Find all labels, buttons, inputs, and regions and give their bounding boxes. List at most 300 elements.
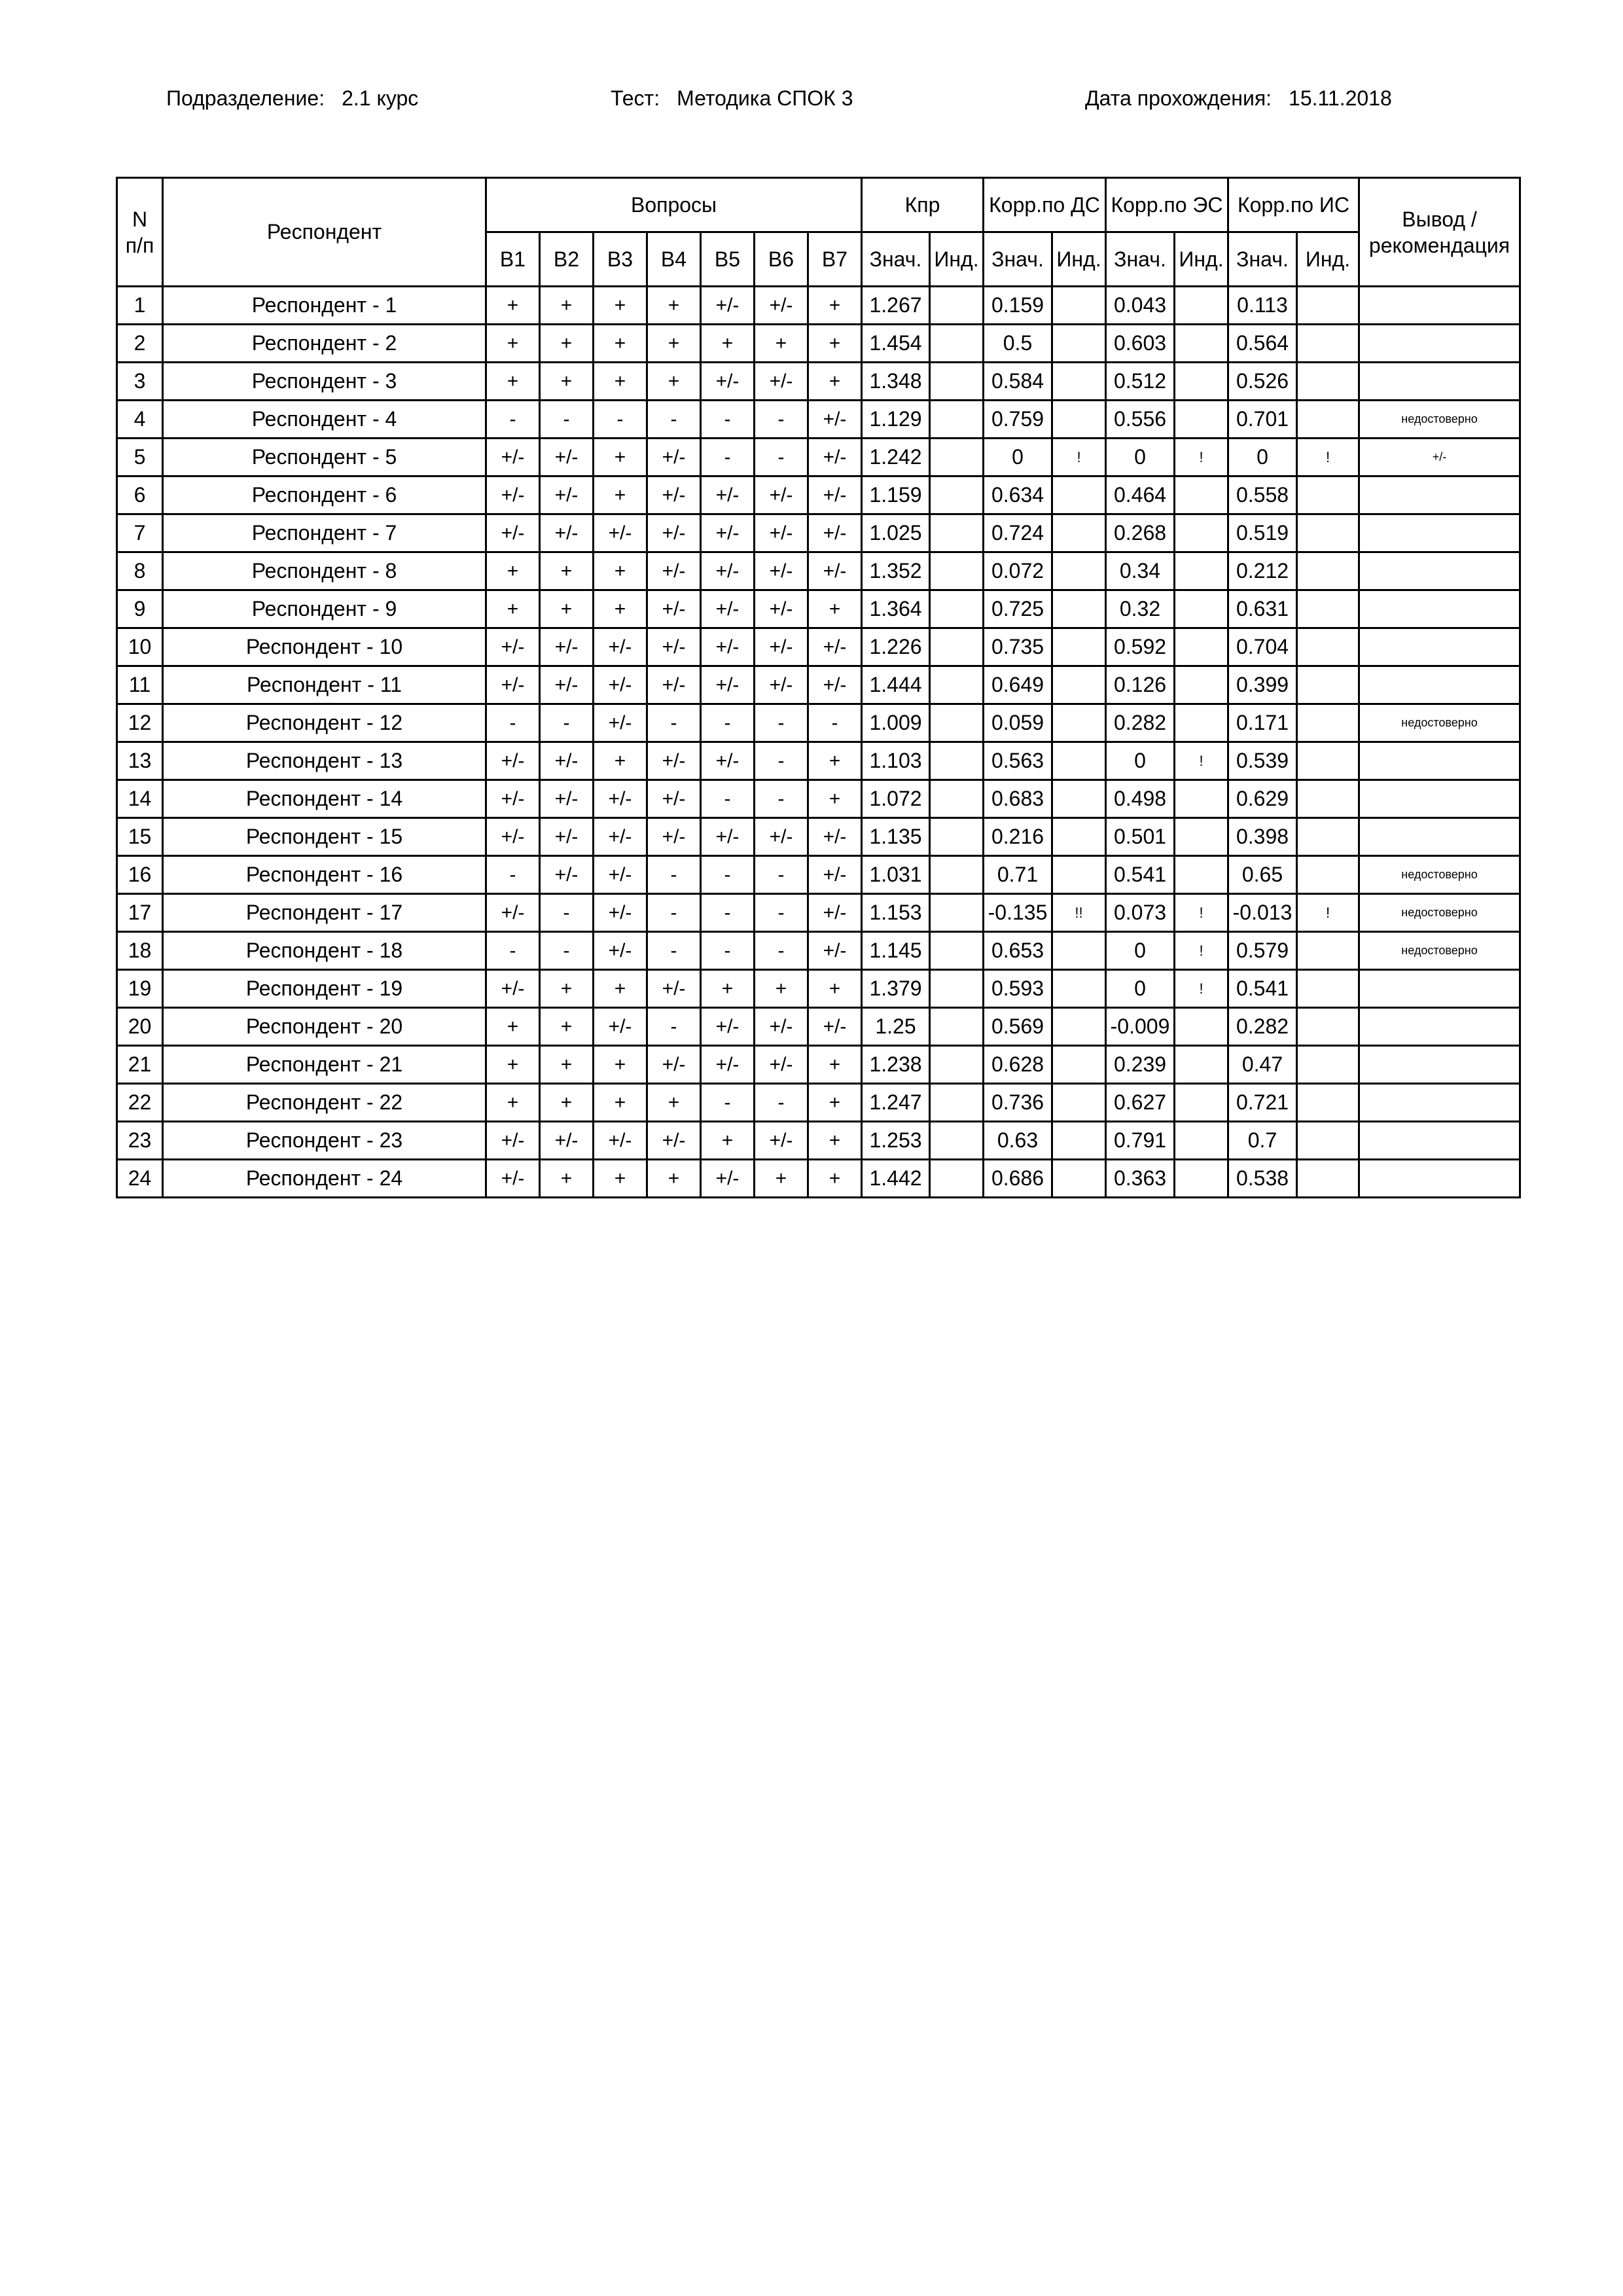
cell-answer: +/- <box>808 401 862 439</box>
cell-es-value: 0 <box>1106 932 1175 970</box>
cell-answer: +/- <box>808 476 862 514</box>
cell-ds-index <box>1052 1084 1106 1122</box>
cell-answer: +/- <box>594 628 647 666</box>
cell-respondent: Респондент - 9 <box>163 590 486 628</box>
cell-ds-value: 0.628 <box>984 1046 1052 1084</box>
cell-kpr-index <box>930 1160 984 1198</box>
cell-respondent: Респондент - 22 <box>163 1084 486 1122</box>
cell-es-index <box>1175 401 1228 439</box>
cell-respondent: Респондент - 2 <box>163 325 486 363</box>
cell-is-index <box>1297 1008 1359 1046</box>
cell-answer: + <box>647 287 701 325</box>
cell-ds-value: 0.735 <box>984 628 1052 666</box>
cell-number: 18 <box>117 932 163 970</box>
cell-ds-index <box>1052 476 1106 514</box>
cell-es-value: 0.043 <box>1106 287 1175 325</box>
cell-answer: - <box>647 1008 701 1046</box>
cell-is-index <box>1297 1122 1359 1160</box>
cell-respondent: Респондент - 11 <box>163 666 486 704</box>
cell-es-index <box>1175 590 1228 628</box>
cell-answer: + <box>594 1160 647 1198</box>
cell-ds-index <box>1052 401 1106 439</box>
table-row <box>117 742 1520 780</box>
date-value: 15.11.2018 <box>1289 86 1392 110</box>
cell-ds-value: 0.653 <box>984 932 1052 970</box>
cell-respondent: Респондент - 17 <box>163 894 486 932</box>
cell-answer: +/- <box>647 1046 701 1084</box>
cell-conclusion <box>1359 476 1520 514</box>
cell-answer: + <box>486 590 540 628</box>
cell-ds-value: -0.135 <box>984 894 1052 932</box>
cell-answer: +/- <box>540 856 594 894</box>
cell-answer: + <box>755 970 808 1008</box>
question-header: В5 <box>701 232 755 287</box>
cell-answer: +/- <box>594 894 647 932</box>
cell-ds-value: 0.634 <box>984 476 1052 514</box>
cell-ds-index <box>1052 932 1106 970</box>
cell-respondent: Респондент - 7 <box>163 514 486 552</box>
cell-answer: +/- <box>755 1122 808 1160</box>
cell-es-value: 0.239 <box>1106 1046 1175 1084</box>
cell-answer: - <box>701 894 755 932</box>
cell-answer: +/- <box>540 666 594 704</box>
cell-answer: +/- <box>808 1008 862 1046</box>
cell-answer: +/- <box>701 514 755 552</box>
date-info <box>1085 86 1392 111</box>
cell-answer: - <box>755 401 808 439</box>
cell-is-value: 0.282 <box>1228 1008 1297 1046</box>
cell-kpr-value: 1.031 <box>862 856 930 894</box>
cell-answer: + <box>594 476 647 514</box>
cell-answer: +/- <box>647 590 701 628</box>
cell-is-index <box>1297 1046 1359 1084</box>
cell-ds-index <box>1052 856 1106 894</box>
cell-is-value: 0.398 <box>1228 818 1297 856</box>
cell-answer: - <box>701 932 755 970</box>
cell-respondent: Респондент - 12 <box>163 704 486 742</box>
cell-is-index <box>1297 590 1359 628</box>
table-row <box>117 439 1520 476</box>
cell-answer: +/- <box>486 666 540 704</box>
cell-answer: - <box>540 932 594 970</box>
division-value: 2.1 курс <box>342 86 419 110</box>
cell-ds-index <box>1052 666 1106 704</box>
cell-conclusion <box>1359 666 1520 704</box>
cell-es-index <box>1175 1046 1228 1084</box>
cell-kpr-value: 1.379 <box>862 970 930 1008</box>
cell-es-index: ! <box>1175 439 1228 476</box>
cell-is-index <box>1297 363 1359 401</box>
cell-ds-value: 0.563 <box>984 742 1052 780</box>
table-row <box>117 1084 1520 1122</box>
cell-conclusion: +/- <box>1359 439 1520 476</box>
cell-respondent: Респондент - 19 <box>163 970 486 1008</box>
col-conclusion-header <box>1359 178 1520 287</box>
cell-answer: + <box>540 287 594 325</box>
cell-answer: +/- <box>647 552 701 590</box>
table-row <box>117 894 1520 932</box>
cell-answer: - <box>808 704 862 742</box>
cell-ds-index <box>1052 742 1106 780</box>
cell-ds-value: 0 <box>984 439 1052 476</box>
cell-is-value: 0.558 <box>1228 476 1297 514</box>
cell-kpr-index <box>930 704 984 742</box>
cell-is-index <box>1297 325 1359 363</box>
cell-answer: +/- <box>647 439 701 476</box>
cell-answer: +/- <box>808 894 862 932</box>
cell-number: 13 <box>117 742 163 780</box>
cell-answer: +/- <box>594 1008 647 1046</box>
col-conclusion-line2: рекомендация <box>1368 233 1510 257</box>
cell-es-index <box>1175 287 1228 325</box>
cell-kpr-value: 1.103 <box>862 742 930 780</box>
cell-is-index <box>1297 628 1359 666</box>
cell-answer: + <box>808 1046 862 1084</box>
cell-ds-value: 0.63 <box>984 1122 1052 1160</box>
cell-kpr-index <box>930 476 984 514</box>
cell-es-value: 0 <box>1106 970 1175 1008</box>
cell-answer: +/- <box>486 1160 540 1198</box>
cell-conclusion <box>1359 552 1520 590</box>
cell-kpr-index <box>930 439 984 476</box>
cell-kpr-index <box>930 628 984 666</box>
cell-answer: + <box>647 325 701 363</box>
cell-is-value: 0.629 <box>1228 780 1297 818</box>
cell-ds-value: 0.159 <box>984 287 1052 325</box>
cell-answer: - <box>755 856 808 894</box>
cell-number: 20 <box>117 1008 163 1046</box>
cell-ds-value: 0.593 <box>984 970 1052 1008</box>
cell-kpr-index <box>930 363 984 401</box>
cell-kpr-index <box>930 742 984 780</box>
cell-answer: +/- <box>808 666 862 704</box>
cell-answer: - <box>755 742 808 780</box>
cell-respondent: Респондент - 15 <box>163 818 486 856</box>
cell-conclusion <box>1359 1008 1520 1046</box>
cell-answer: - <box>701 401 755 439</box>
cell-is-value: 0 <box>1228 439 1297 476</box>
cell-respondent: Респондент - 18 <box>163 932 486 970</box>
cell-ds-value: 0.059 <box>984 704 1052 742</box>
cell-is-value: 0.65 <box>1228 856 1297 894</box>
cell-answer: + <box>594 325 647 363</box>
cell-is-value: 0.579 <box>1228 932 1297 970</box>
is-value-header: Знач. <box>1228 232 1297 287</box>
cell-answer: - <box>647 401 701 439</box>
cell-answer: + <box>647 363 701 401</box>
cell-kpr-index <box>930 1046 984 1084</box>
cell-ds-value: 0.686 <box>984 1160 1052 1198</box>
cell-answer: +/- <box>701 1046 755 1084</box>
cell-kpr-value: 1.25 <box>862 1008 930 1046</box>
cell-answer: +/- <box>540 628 594 666</box>
cell-number: 11 <box>117 666 163 704</box>
table-row <box>117 818 1520 856</box>
cell-answer: - <box>647 932 701 970</box>
table-row <box>117 1122 1520 1160</box>
cell-is-value: 0.539 <box>1228 742 1297 780</box>
question-header: В4 <box>647 232 701 287</box>
cell-answer: +/- <box>594 704 647 742</box>
cell-answer: +/- <box>647 742 701 780</box>
cell-answer: - <box>701 1084 755 1122</box>
cell-ds-index <box>1052 628 1106 666</box>
cell-es-value: 0.34 <box>1106 552 1175 590</box>
cell-answer: +/- <box>808 514 862 552</box>
cell-kpr-value: 1.153 <box>862 894 930 932</box>
cell-answer: +/- <box>594 1122 647 1160</box>
division-label: Подразделение: <box>166 86 325 110</box>
cell-ds-value: 0.759 <box>984 401 1052 439</box>
cell-es-value: 0.32 <box>1106 590 1175 628</box>
cell-answer: - <box>701 439 755 476</box>
cell-answer: + <box>647 1160 701 1198</box>
cell-answer: + <box>540 1160 594 1198</box>
cell-answer: +/- <box>540 1122 594 1160</box>
cell-answer: + <box>808 287 862 325</box>
cell-es-value: 0.073 <box>1106 894 1175 932</box>
cell-answer: + <box>808 590 862 628</box>
cell-conclusion <box>1359 590 1520 628</box>
cell-answer: +/- <box>594 514 647 552</box>
question-header: В6 <box>755 232 808 287</box>
cell-answer: - <box>540 704 594 742</box>
cell-answer: +/- <box>486 1122 540 1160</box>
cell-kpr-index <box>930 818 984 856</box>
cell-answer: +/- <box>647 628 701 666</box>
cell-respondent: Респондент - 20 <box>163 1008 486 1046</box>
cell-conclusion <box>1359 514 1520 552</box>
cell-answer: +/- <box>755 552 808 590</box>
cell-conclusion <box>1359 1084 1520 1122</box>
cell-conclusion <box>1359 363 1520 401</box>
cell-answer: + <box>540 325 594 363</box>
cell-es-index <box>1175 780 1228 818</box>
cell-answer: +/- <box>701 476 755 514</box>
cell-answer: + <box>594 1084 647 1122</box>
cell-respondent: Респондент - 13 <box>163 742 486 780</box>
cell-answer: + <box>594 287 647 325</box>
col-corr-ds-header: Корр.по ДС <box>984 178 1106 232</box>
cell-answer: +/- <box>755 590 808 628</box>
cell-answer: +/- <box>808 856 862 894</box>
cell-answer: +/- <box>755 363 808 401</box>
cell-es-value: 0.363 <box>1106 1160 1175 1198</box>
cell-answer: +/- <box>647 666 701 704</box>
cell-answer: - <box>755 439 808 476</box>
is-index-header: Инд. <box>1297 232 1359 287</box>
cell-kpr-index <box>930 325 984 363</box>
cell-is-index <box>1297 552 1359 590</box>
cell-is-value: -0.013 <box>1228 894 1297 932</box>
cell-conclusion: недостоверно <box>1359 932 1520 970</box>
kpr-value-header: Знач. <box>862 232 930 287</box>
cell-is-index <box>1297 856 1359 894</box>
cell-answer: + <box>594 970 647 1008</box>
cell-ds-index: ! <box>1052 439 1106 476</box>
cell-es-index <box>1175 856 1228 894</box>
cell-kpr-value: 1.226 <box>862 628 930 666</box>
cell-answer: +/- <box>540 439 594 476</box>
cell-ds-value: 0.649 <box>984 666 1052 704</box>
cell-is-value: 0.113 <box>1228 287 1297 325</box>
cell-es-value: 0.592 <box>1106 628 1175 666</box>
cell-is-index: ! <box>1297 894 1359 932</box>
table-row <box>117 1046 1520 1084</box>
cell-answer: +/- <box>486 970 540 1008</box>
cell-kpr-index <box>930 666 984 704</box>
cell-es-value: 0 <box>1106 742 1175 780</box>
cell-kpr-value: 1.348 <box>862 363 930 401</box>
cell-kpr-index <box>930 970 984 1008</box>
cell-answer: +/- <box>701 1008 755 1046</box>
table-header <box>117 178 1520 287</box>
cell-answer: +/- <box>701 590 755 628</box>
cell-respondent: Респондент - 4 <box>163 401 486 439</box>
cell-es-index <box>1175 704 1228 742</box>
col-number-line2: п/п <box>125 233 154 257</box>
cell-answer: - <box>486 401 540 439</box>
cell-es-value: 0.556 <box>1106 401 1175 439</box>
cell-kpr-index <box>930 1008 984 1046</box>
cell-kpr-value: 1.238 <box>862 1046 930 1084</box>
cell-conclusion <box>1359 325 1520 363</box>
cell-ds-index <box>1052 363 1106 401</box>
cell-answer: +/- <box>594 666 647 704</box>
cell-answer: - <box>486 856 540 894</box>
cell-es-value: 0.512 <box>1106 363 1175 401</box>
cell-es-value: 0.498 <box>1106 780 1175 818</box>
cell-ds-index <box>1052 552 1106 590</box>
cell-answer: +/- <box>701 363 755 401</box>
cell-ds-value: 0.5 <box>984 325 1052 363</box>
cell-es-index <box>1175 1160 1228 1198</box>
cell-answer: +/- <box>755 818 808 856</box>
cell-answer: +/- <box>647 476 701 514</box>
cell-answer: +/- <box>808 552 862 590</box>
cell-kpr-value: 1.352 <box>862 552 930 590</box>
cell-answer: - <box>755 894 808 932</box>
cell-answer: +/- <box>486 439 540 476</box>
cell-kpr-index <box>930 856 984 894</box>
cell-number: 16 <box>117 856 163 894</box>
cell-answer: + <box>540 552 594 590</box>
col-respondent-header: Респондент <box>163 178 486 287</box>
table-body <box>117 287 1520 1198</box>
cell-ds-value: 0.072 <box>984 552 1052 590</box>
cell-kpr-value: 1.247 <box>862 1084 930 1122</box>
cell-answer: + <box>755 325 808 363</box>
cell-es-value: 0.603 <box>1106 325 1175 363</box>
cell-answer: + <box>486 1084 540 1122</box>
cell-answer: + <box>540 1046 594 1084</box>
cell-answer: - <box>755 780 808 818</box>
cell-kpr-index <box>930 1122 984 1160</box>
cell-kpr-value: 1.267 <box>862 287 930 325</box>
cell-es-index <box>1175 666 1228 704</box>
cell-respondent: Респондент - 1 <box>163 287 486 325</box>
ds-value-header: Знач. <box>984 232 1052 287</box>
cell-is-index <box>1297 287 1359 325</box>
cell-is-index <box>1297 514 1359 552</box>
question-header: В1 <box>486 232 540 287</box>
cell-answer: + <box>808 363 862 401</box>
cell-number: 6 <box>117 476 163 514</box>
cell-answer: +/- <box>701 628 755 666</box>
cell-kpr-value: 1.025 <box>862 514 930 552</box>
table-row <box>117 780 1520 818</box>
table-row <box>117 514 1520 552</box>
cell-answer: - <box>486 704 540 742</box>
cell-answer: + <box>808 970 862 1008</box>
cell-conclusion <box>1359 742 1520 780</box>
cell-ds-value: 0.683 <box>984 780 1052 818</box>
cell-answer: +/- <box>540 780 594 818</box>
cell-number: 7 <box>117 514 163 552</box>
cell-conclusion <box>1359 287 1520 325</box>
cell-kpr-value: 1.129 <box>862 401 930 439</box>
cell-is-value: 0.541 <box>1228 970 1297 1008</box>
cell-number: 21 <box>117 1046 163 1084</box>
cell-es-value: 0.268 <box>1106 514 1175 552</box>
cell-answer: +/- <box>701 818 755 856</box>
cell-answer: +/- <box>540 514 594 552</box>
cell-number: 24 <box>117 1160 163 1198</box>
cell-conclusion <box>1359 628 1520 666</box>
cell-ds-value: 0.725 <box>984 590 1052 628</box>
cell-number: 14 <box>117 780 163 818</box>
cell-es-index: ! <box>1175 894 1228 932</box>
cell-number: 8 <box>117 552 163 590</box>
cell-answer: - <box>486 932 540 970</box>
cell-answer: - <box>647 704 701 742</box>
table-row <box>117 590 1520 628</box>
cell-answer: +/- <box>808 818 862 856</box>
cell-answer: +/- <box>594 932 647 970</box>
cell-is-value: 0.526 <box>1228 363 1297 401</box>
cell-ds-index <box>1052 818 1106 856</box>
cell-ds-value: 0.216 <box>984 818 1052 856</box>
cell-answer: - <box>701 780 755 818</box>
col-number-line1: N <box>132 207 148 231</box>
cell-answer: + <box>701 325 755 363</box>
cell-es-value: 0.627 <box>1106 1084 1175 1122</box>
cell-answer: +/- <box>540 818 594 856</box>
cell-answer: +/- <box>808 439 862 476</box>
cell-ds-value: 0.736 <box>984 1084 1052 1122</box>
cell-answer: +/- <box>486 514 540 552</box>
cell-is-index <box>1297 666 1359 704</box>
cell-answer: + <box>486 325 540 363</box>
cell-number: 22 <box>117 1084 163 1122</box>
cell-answer: +/- <box>701 552 755 590</box>
cell-is-value: 0.47 <box>1228 1046 1297 1084</box>
col-conclusion-line1: Вывод / <box>1402 207 1477 231</box>
cell-answer: +/- <box>486 818 540 856</box>
cell-es-value: 0.126 <box>1106 666 1175 704</box>
cell-kpr-value: 1.364 <box>862 590 930 628</box>
col-corr-es-header: Корр.по ЭС <box>1106 178 1228 232</box>
cell-kpr-index <box>930 590 984 628</box>
cell-is-value: 0.564 <box>1228 325 1297 363</box>
cell-conclusion <box>1359 1046 1520 1084</box>
cell-es-value: 0.501 <box>1106 818 1175 856</box>
cell-is-value: 0.171 <box>1228 704 1297 742</box>
col-kpr-header: Кпр <box>862 178 984 232</box>
cell-respondent: Респондент - 3 <box>163 363 486 401</box>
cell-ds-value: 0.71 <box>984 856 1052 894</box>
cell-answer: +/- <box>755 1008 808 1046</box>
